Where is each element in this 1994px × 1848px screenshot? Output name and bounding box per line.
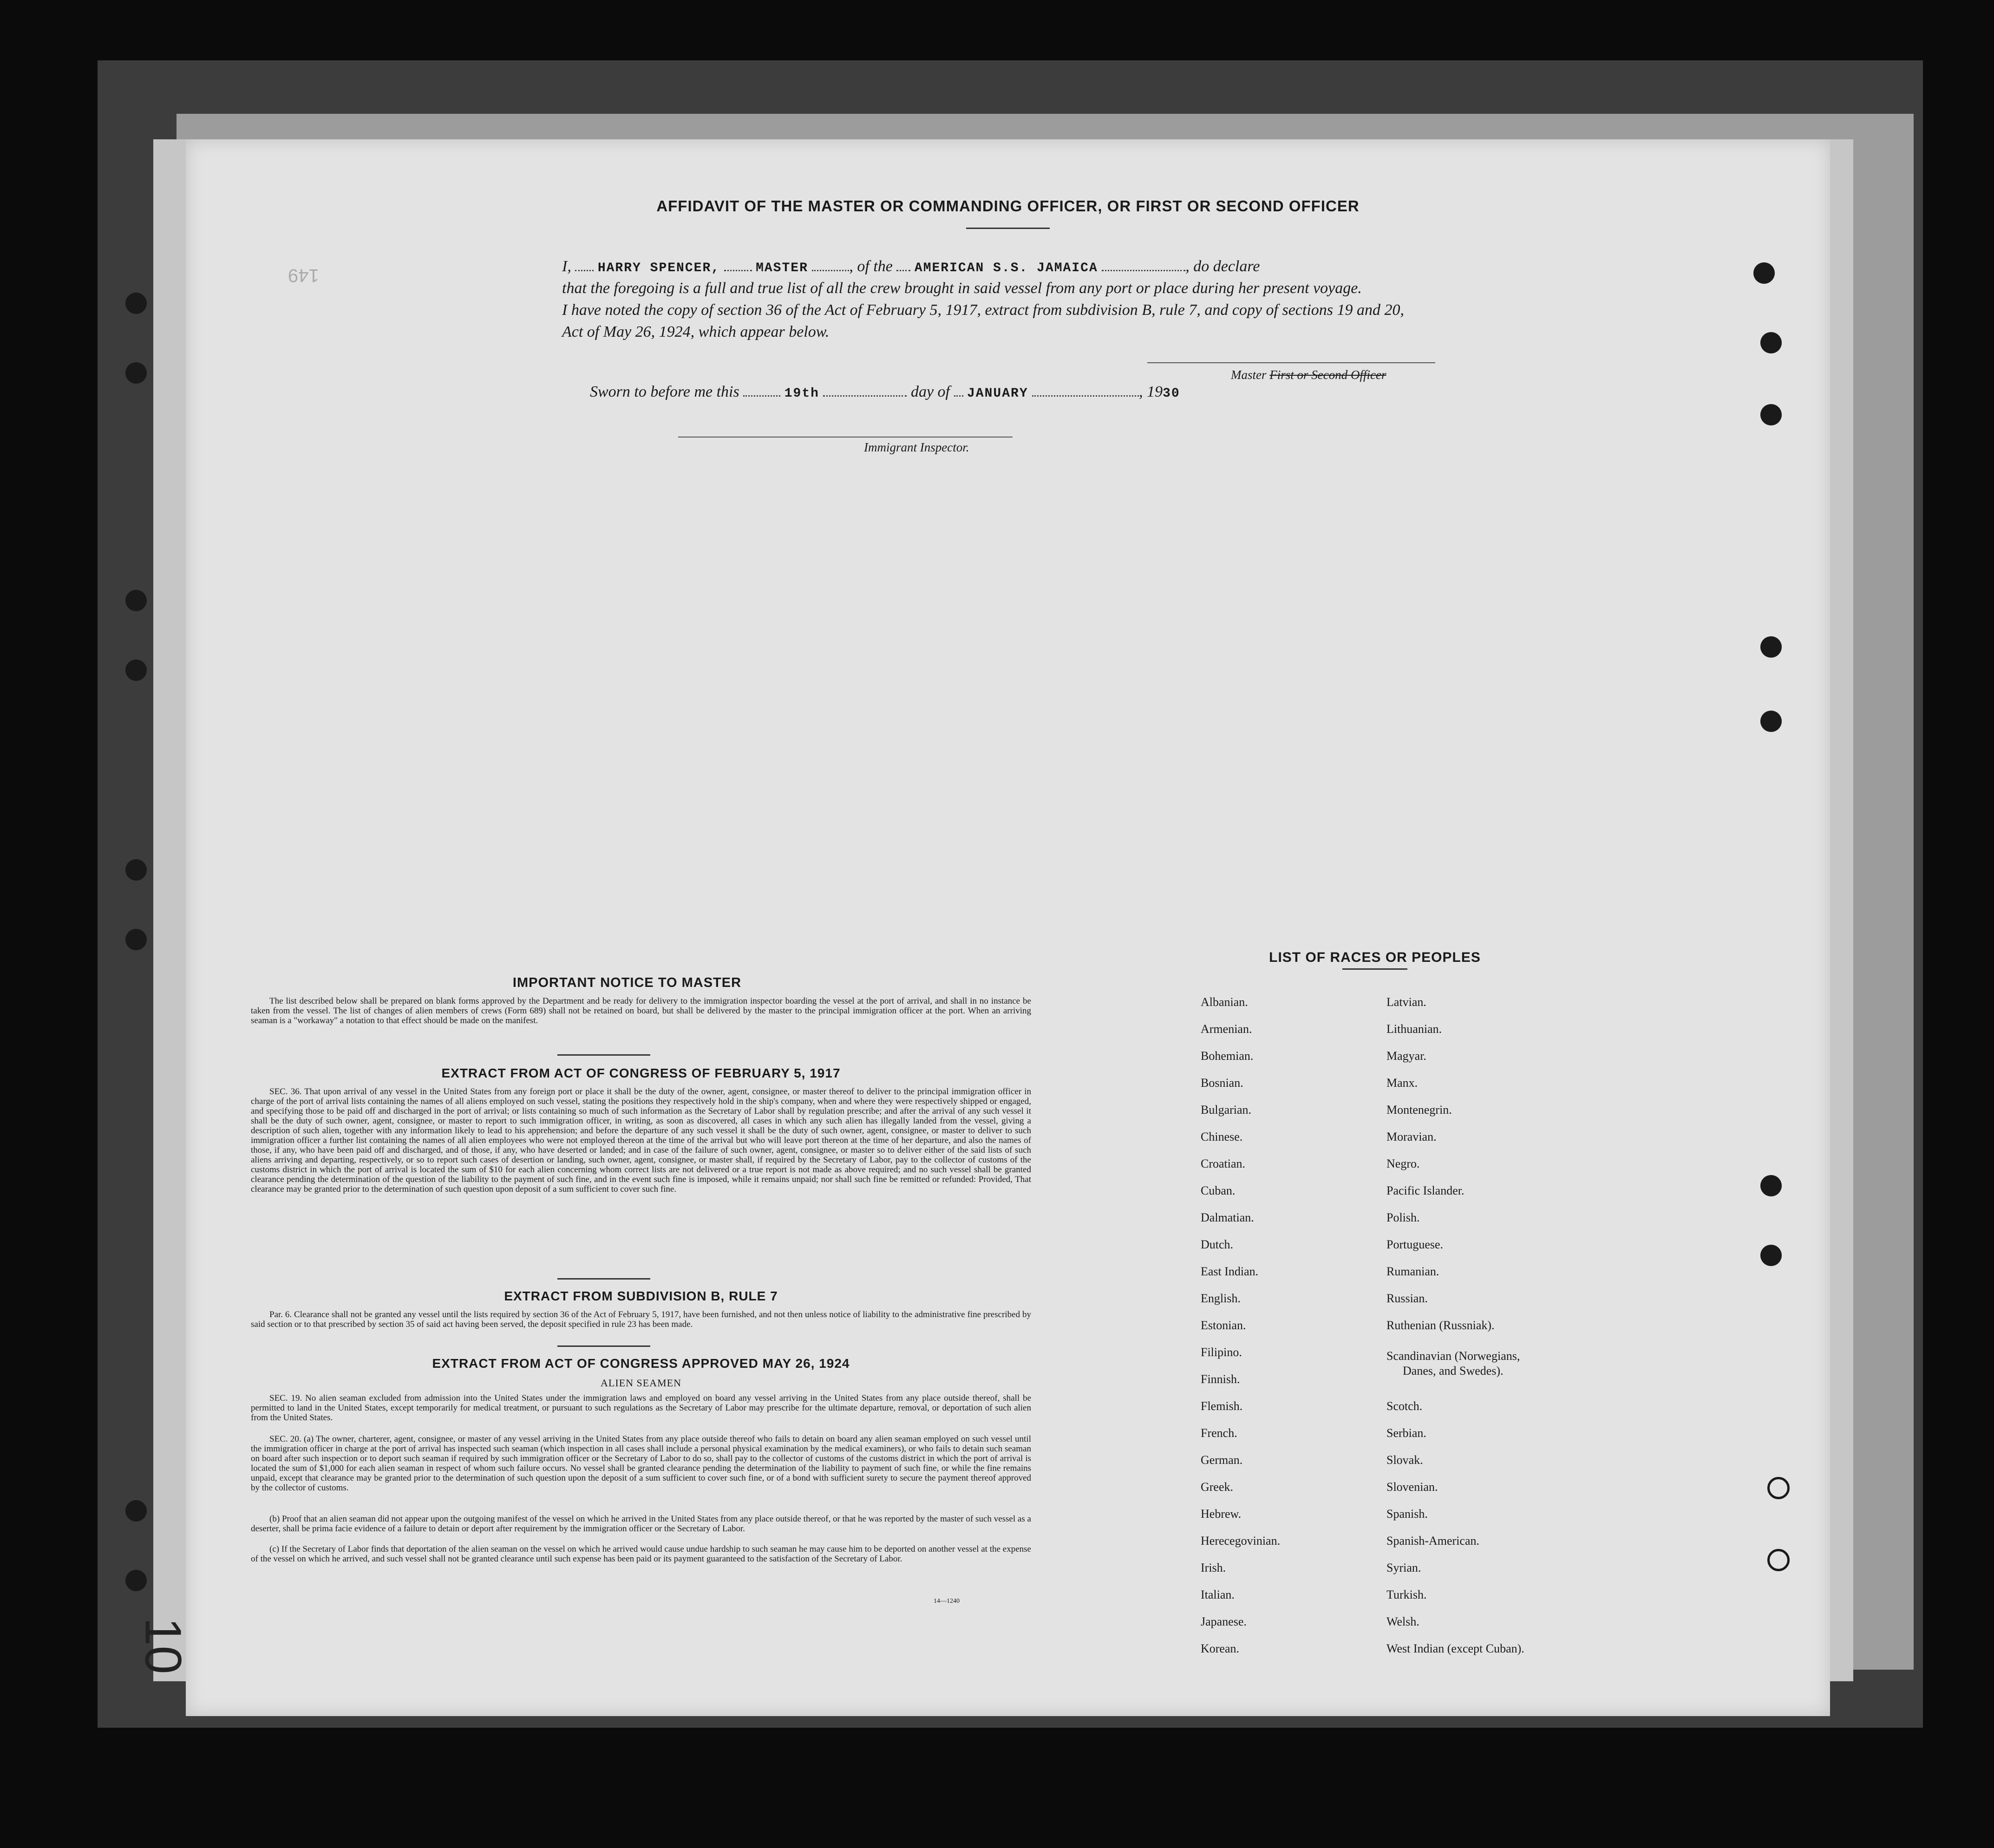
declaration-line-2: that the foregoing is a full and true list of all the crew brought in said vessel from any port or place during her present voyage. <box>562 280 1362 297</box>
divider <box>1342 968 1407 970</box>
rule-7-title: EXTRACT FROM SUBDIVISION B, RULE 7 <box>504 1289 778 1303</box>
race-item: Serbian. <box>1386 1426 1426 1440</box>
race-item: Chinese. <box>1201 1130 1243 1143</box>
binder-hole <box>125 929 147 950</box>
race-item: Portuguese. <box>1386 1238 1444 1251</box>
binder-hole <box>1760 636 1782 658</box>
binder-hole <box>1760 711 1782 732</box>
race-item: Polish. <box>1386 1211 1420 1224</box>
race-item: Slovenian. <box>1386 1480 1438 1494</box>
race-item: Korean. <box>1201 1642 1240 1655</box>
form-number: 14—1240 <box>934 1598 960 1605</box>
race-item: Albanian. <box>1201 995 1248 1009</box>
binder-hole-ring <box>1767 1549 1790 1571</box>
race-item: Estonian. <box>1201 1319 1246 1332</box>
declaration-line-1 <box>562 258 1260 275</box>
race-item: Greek. <box>1201 1480 1234 1494</box>
document-page <box>134 139 1830 1716</box>
race-item: Russian. <box>1386 1292 1428 1305</box>
declaration-prefix: I, <box>562 258 571 275</box>
act-1924-sec20a: SEC. 20. (a) The owner, charterer, agent, consignee, or master of any vessel arriving in the United States from any place outside thereof who fails to detain on board any alien seaman employed on such vessel until the immigration officer in charge at the port of arrival has inspected such seaman (which inspection in all cases shall include a personal physical examination by the medical examiners), or who fails to detain such seaman on board after such inspection or to deport such seaman if required by such immigration officer or the Secretary of Labor to do so, shall pay to the collector of customs of the customs district in which the port of arrival is located the sum of $1,000 for each alien seaman in respect of whom such failure occurs. No vessel shall be granted clearance pending the determination of the liability to payment of such fine, or while the fine remains unpaid, except that clearance may be granted prior to the determination of such question upon the deposit of a sum sufficient to cover such fine, or of a bond with sufficient surety to secure the payment thereof approved by the collector of customs. <box>251 1434 1031 1493</box>
race-item: Cuban. <box>1201 1184 1236 1197</box>
race-item: Syrian. <box>1386 1561 1421 1574</box>
declaration-line-3: I have noted the copy of section 36 of the Act of February 5, 1917, extract from subdivision B, rule 7, and copy of sections 19 and 20, <box>562 301 1405 319</box>
binder-hole <box>1753 262 1775 284</box>
race-item: Dutch. <box>1201 1238 1234 1251</box>
race-item: Bosnian. <box>1201 1076 1243 1090</box>
race-item: Finnish. <box>1201 1372 1240 1386</box>
divider <box>557 1278 650 1280</box>
divider <box>966 228 1050 229</box>
race-item: Slovak. <box>1386 1453 1423 1467</box>
binder-hole <box>125 660 147 681</box>
race-item: Scotch. <box>1386 1399 1423 1413</box>
race-item: Armenian. <box>1201 1022 1252 1036</box>
binder-hole <box>125 362 147 384</box>
race-item: Italian. <box>1201 1588 1235 1601</box>
race-item: Bulgarian. <box>1201 1103 1252 1117</box>
race-item: Lithuanian. <box>1386 1022 1442 1036</box>
race-item: Montenegrin. <box>1386 1103 1452 1117</box>
race-item: Rumanian. <box>1386 1265 1439 1278</box>
binder-hole-ring <box>1767 1477 1790 1499</box>
race-item: Scandinavian (Norwegians, <box>1386 1349 1520 1363</box>
sworn-day: 19th <box>784 386 819 401</box>
sworn-year: 30 <box>1163 386 1180 401</box>
race-item: Irish. <box>1201 1561 1226 1574</box>
sworn-prefix: Sworn to before me this <box>590 383 739 400</box>
race-item: Negro. <box>1386 1157 1420 1170</box>
act-1917-body: SEC. 36. That upon arrival of any vessel in the United States from any foreign port or place it shall be the duty of the owner, agent, consignee, or master thereof to deliver to the principal immigration officer in charge of the port of arrival lists containing the names of all aliens employed on such vessel, stating the positions they respectively hold in the ship's company, when and where they were respectively shipped or engaged, and specifying those to be paid off and discharged in the port of arrival; or lists containing so much of such information as the Secretary of Labor shall by regulation prescribe; and after the arrival of any such vessel it shall be the duty of such owner, agent, consignee, or master to report to such immigration officer, in writing, as soon as discovered, all cases in which any such alien has illegally landed from the vessel, giving a description of such alien, together with any information likely to lead to his apprehension; and before the departure of any such vessel it shall be the duty of such owner, agent, consignee, or master to deliver to such immigration officer a further list containing the names of all alien employees who were not employed thereon at the time of the arrival but who will leave port thereon at the time of her departure, and also the names of those, if any, who have been paid off and discharged, and of those, if any, who have deserted or landed; and in case of the failure of such owner, agent, consignee, or master so to deliver either of the said lists of such aliens arriving and departing, respectively, or so to report such cases of desertion or landing, such owner, agent, consignee, or master shall, if required by the Secretary of Labor, pay to the collector of customs of the customs district in which the port of arrival is located the sum of $10 for each alien concerning whom correct lists are not delivered or a true report is not made as above required; and no such vessel shall be granted clearance pending the determination of the question of the liability to the payment of such fine, and in the event such fine is imposed, while it remains unpaid; nor shall such fine be remitted or refunded: Provided, That clearance may be granted prior to the determination of such question upon deposit of a sum sufficient to cover such fine. <box>251 1087 1031 1194</box>
affidavit-title: AFFIDAVIT OF THE MASTER OR COMMANDING OFFICER, OR FIRST OR SECOND OFFICER <box>656 197 1360 215</box>
master-signature-line <box>1147 362 1435 363</box>
race-item: Spanish-American. <box>1386 1534 1480 1548</box>
binder-hole <box>1760 332 1782 353</box>
struck-officer-label: First or Second Officer <box>1269 368 1386 382</box>
race-item: Danes, and Swedes). <box>1403 1364 1504 1378</box>
declarant-rank: MASTER <box>756 261 808 275</box>
race-item: English. <box>1201 1292 1241 1305</box>
sworn-line <box>590 383 1180 401</box>
race-item: Hebrew. <box>1201 1507 1242 1521</box>
race-item: West Indian (except Cuban). <box>1386 1642 1524 1655</box>
act-1924-sec20b: (b) Proof that an alien seaman did not appear upon the outgoing manifest of the vessel on which he arrived in the United States from any place outside thereof, or that he was reported by the master of such vessel as a deserter, shall be prima facie evidence of a failure to detain or deport after requirement by the immigration officer or the Secretary of Labor. <box>251 1514 1031 1534</box>
binder-hole <box>1760 1175 1782 1196</box>
races-title: LIST OF RACES OR PEOPLES <box>1269 950 1481 965</box>
act-1917-title: EXTRACT FROM ACT OF CONGRESS OF FEBRUARY 5, 1917 <box>441 1066 841 1080</box>
vessel-name: AMERICAN S.S. JAMAICA <box>914 261 1098 275</box>
declaration-suffix: , do declare <box>1185 258 1260 275</box>
race-item: Flemish. <box>1201 1399 1243 1413</box>
race-item: Dalmatian. <box>1201 1211 1254 1224</box>
race-item: French. <box>1201 1426 1237 1440</box>
binder-hole <box>125 859 147 881</box>
master-signature-label: Master First or Second Officer <box>1231 368 1386 382</box>
binder-hole <box>125 1570 147 1591</box>
race-item: Welsh. <box>1386 1615 1419 1628</box>
act-1924-subtitle: ALIEN SEAMEN <box>601 1377 681 1389</box>
binder-hole <box>1760 1245 1782 1266</box>
declarant-name: HARRY SPENCER, <box>597 261 720 275</box>
notice-title: IMPORTANT NOTICE TO MASTER <box>512 975 742 990</box>
race-item: Manx. <box>1386 1076 1418 1090</box>
race-item: Moravian. <box>1386 1130 1437 1143</box>
binder-hole <box>125 1500 147 1521</box>
race-item: Pacific Islander. <box>1386 1184 1464 1197</box>
act-1924-sec19: SEC. 19. No alien seaman excluded from admission into the United States under the immigration laws and employed on board any vessel arriving in the United States from any place outside thereof, shall be permitted to land in the United States, except temporarily for medical treatment, or pursuant to such regulations as the Secretary of Labor may prescribe for the ultimate departure, removal, or deportation of such alien from the United States. <box>251 1393 1031 1423</box>
act-1924-sec20c: (c) If the Secretary of Labor finds that deportation of the alien seaman on the vessel on which he arrived would cause undue hardship to such seaman he may cause him to be deported on another vessel at the expense of the vessel on which he arrived, and such vessel shall not be granted clearance until such expense has been paid or its payment guaranteed to the satisfaction of the Secretary of Labor. <box>251 1544 1031 1564</box>
race-item: Filipino. <box>1201 1345 1242 1359</box>
act-1924-title: EXTRACT FROM ACT OF CONGRESS APPROVED MAY 26, 1924 <box>432 1356 850 1371</box>
handwritten-margin-mark: 10 <box>134 1617 192 1674</box>
race-item: Bohemian. <box>1201 1049 1254 1063</box>
divider <box>557 1345 650 1347</box>
sworn-month: JANUARY <box>967 386 1028 401</box>
inspector-label: Immigrant Inspector. <box>864 440 969 454</box>
sworn-day-of: day of <box>910 383 950 400</box>
declaration-of-the: , of the <box>849 258 893 275</box>
rule-7-body: Par. 6. Clearance shall not be granted any vessel until the lists required by section 36 of the Act of February 5, 1917, have been furnished, and not then unless notice of liability to the administrative fine prescribed by said section or to that prescribed by section 35 of said act having been served, the deposit specified in rule 23 has been made. <box>251 1310 1031 1329</box>
binder-hole <box>1760 404 1782 425</box>
race-item: German. <box>1201 1453 1243 1467</box>
page-number: 149 <box>288 265 319 286</box>
race-item: East Indian. <box>1201 1265 1259 1278</box>
race-item: Japanese. <box>1201 1615 1247 1628</box>
race-item: Herecegovinian. <box>1201 1534 1281 1548</box>
sworn-year-prefix: , 19 <box>1139 383 1163 400</box>
divider <box>557 1054 650 1056</box>
race-item: Croatian. <box>1201 1157 1246 1170</box>
race-item: Spanish. <box>1386 1507 1428 1521</box>
binder-hole <box>125 293 147 314</box>
race-item: Ruthenian (Russniak). <box>1386 1319 1495 1332</box>
race-item: Magyar. <box>1386 1049 1426 1063</box>
binder-hole <box>125 590 147 611</box>
inspector-signature-line <box>678 437 1013 438</box>
declaration-line-4: Act of May 26, 1924, which appear below. <box>562 323 830 340</box>
race-item: Turkish. <box>1386 1588 1427 1601</box>
notice-body: The list described below shall be prepared on blank forms approved by the Department and be ready for delivery to the immigration inspector boarding the vessel at the port of arrival, and shall in no instance be taken from the vessel. The list of changes of alien members of crews (Form 689) shall not be retained on board, but shall be delivered by the master to the principal immigration officer at the port. When an arriving seaman is a "workaway" a notation to that effect should be made on the manifest. <box>251 996 1031 1025</box>
race-item: Latvian. <box>1386 995 1426 1009</box>
